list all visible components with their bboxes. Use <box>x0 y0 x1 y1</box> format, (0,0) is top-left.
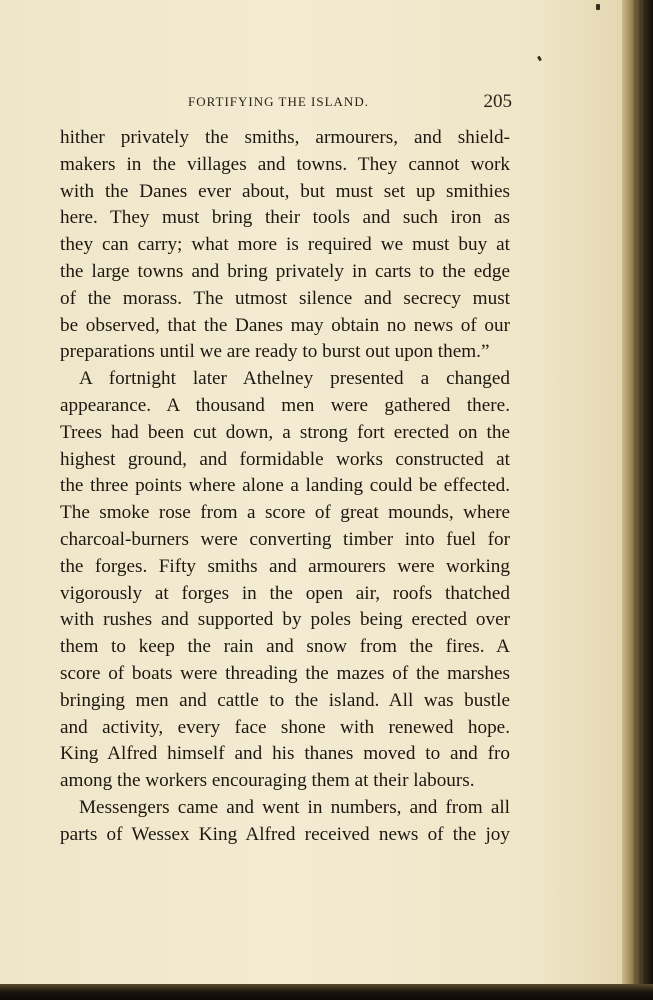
book-gutter <box>622 0 653 1000</box>
text-line: they can carry; what more is required we must buy at <box>60 234 510 256</box>
chapter-running-title: FORTIFYING THE ISLAND. <box>188 94 369 109</box>
text-line: score of boats were threading the mazes of the marshes <box>60 662 510 684</box>
text-line: preparations until we are ready to burst out upon them.” <box>60 341 490 363</box>
text-line: of the morass. The utmost silence and secrecy must <box>60 287 510 309</box>
ink-speck <box>596 4 600 10</box>
paragraph-first-line: Messengers came and went in numbers, and from all <box>79 796 510 818</box>
text-line: vigorously at forges in the open air, roofs thatched <box>60 582 510 604</box>
text-line: the forges. Fifty smiths and armourers were working <box>60 555 510 577</box>
ink-speck <box>537 56 542 62</box>
text-line: among the workers encouraging them at their labours. <box>60 770 475 792</box>
text-line: with rushes and supported by poles being erected over <box>60 609 510 631</box>
text-line: highest ground, and formidable works constructed at <box>60 448 510 470</box>
text-line: hither privately the smiths, armourers, and shield- <box>60 127 510 148</box>
text-line: be observed, that the Danes may obtain no news of our <box>60 314 510 336</box>
gutter-fold-line <box>634 0 636 990</box>
text-line: Trees had been cut down, a strong fort erected on the <box>60 421 510 443</box>
text-line: them to keep the rain and snow from the fires. A <box>60 636 510 658</box>
text-line: the large towns and bring privately in carts to the edge <box>60 260 510 282</box>
text-line: King Alfred himself and his thanes moved to and fro <box>60 743 510 765</box>
paragraph-first-line: A fortnight later Athelney presented a changed <box>79 368 510 390</box>
gutter-fold-line <box>641 0 643 990</box>
text-line: and activity, every face shone with renewed hope. <box>60 716 510 738</box>
text-line: appearance. A thousand men were gathered there. <box>60 394 510 416</box>
text-line: here. They must bring their tools and such iron as <box>60 207 510 229</box>
running-head <box>62 91 512 116</box>
body-text <box>60 125 510 849</box>
text-line: The smoke rose from a score of great mounds, where <box>60 502 510 524</box>
page-number: 205 <box>483 91 512 112</box>
text-line: bringing men and cattle to the island. All was bustle <box>60 689 510 711</box>
text-line: charcoal-burners were converting timber into fuel for <box>60 528 510 550</box>
page-bottom-edge <box>0 984 653 1000</box>
text-line: parts of Wessex King Alfred received news of the joy <box>60 823 510 845</box>
text-line: the three points where alone a landing could be effected. <box>60 475 510 497</box>
text-line: makers in the villages and towns. They cannot work <box>60 153 510 175</box>
text-line: with the Danes ever about, but must set up smithies <box>60 180 510 202</box>
